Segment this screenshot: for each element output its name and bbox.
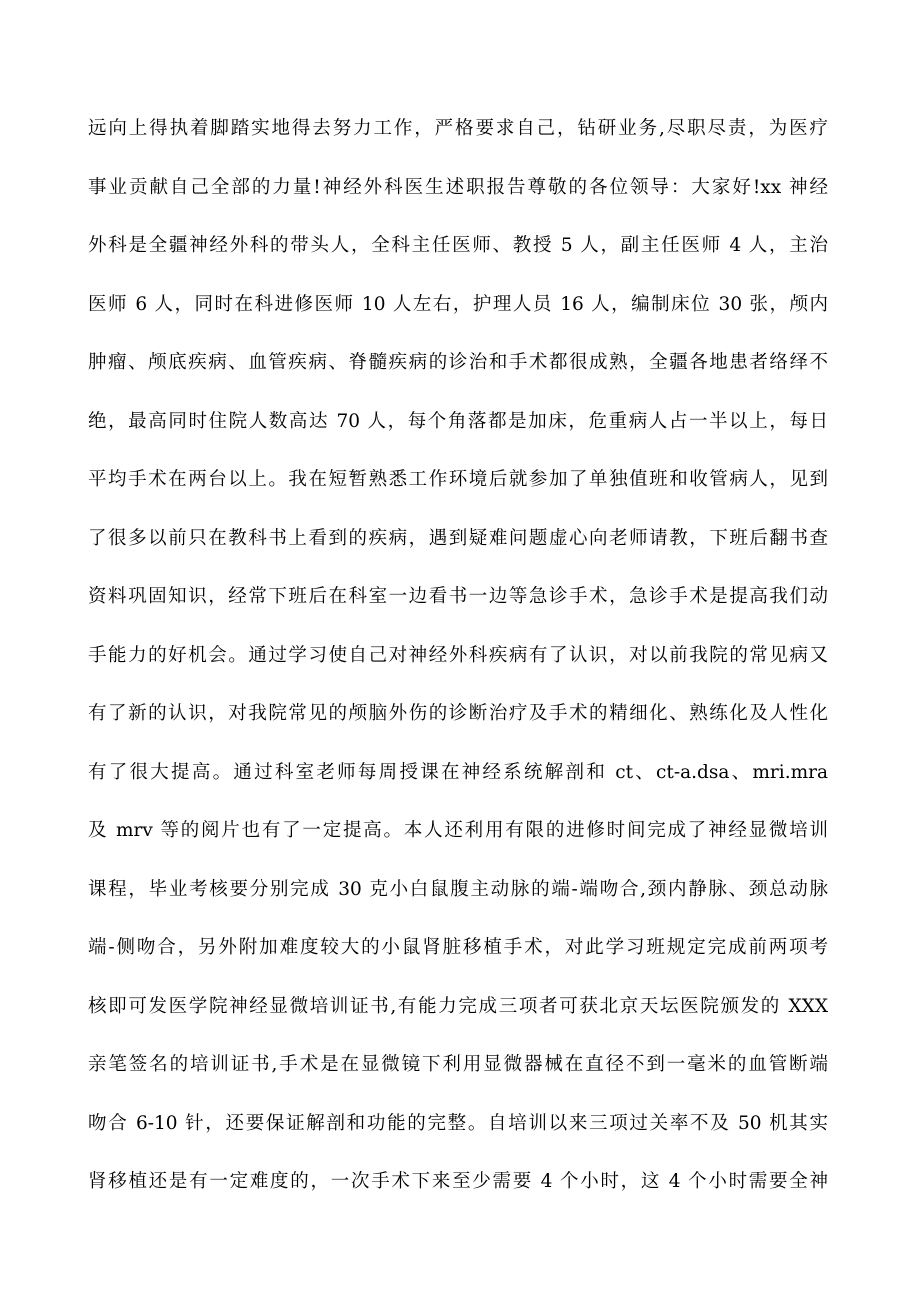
text-line: 亲笔签名的培训证书,手术是在显微镜下利用显微器械在直径不到一毫米的血管断端 bbox=[88, 1054, 828, 1075]
text-line: 肿瘤、颅底疾病、血管疾病、脊髓疾病的诊治和手术都很成熟，全疆各地患者络绎不 bbox=[88, 352, 828, 373]
text-line: 手能力的好机会。通过学习使自己对神经外科疾病有了认识，对以前我院的常见病又 bbox=[88, 644, 828, 666]
text-line: 资料巩固知识，经常下班后在科室一边看书一边等急诊手术，急诊手术是提高我们动 bbox=[88, 586, 828, 607]
text-line: 有了很大提高。通过科室老师每周授课在神经系统解剖和 ct、ct-a.dsa、mri.mra bbox=[88, 761, 828, 783]
text-line: 课程，毕业考核要分别完成 30 克小白鼠腹主动脉的端-端吻合,颈内静脉、颈总动脉 bbox=[88, 878, 828, 900]
text-line: 吻合 6-10 针，还要保证解剖和功能的完整。自培训以来三项过关率不及 50 机其实 bbox=[88, 1112, 828, 1134]
text-line: 绝，最高同时住院人数高达 70 人，每个角落都是加床，危重病人占一半以上，每日 bbox=[88, 410, 828, 432]
text-line: 平均手术在两台以上。我在短暂熟悉工作环境后就参加了单独值班和收管病人，见到 bbox=[88, 469, 828, 490]
text-line: 远向上得执着脚踏实地得去努力工作，严格要求自己，钻研业务,尽职尽责，为医疗 bbox=[88, 118, 828, 139]
text-line: 及 mrv 等的阅片也有了一定提高。本人还利用有限的进修时间完成了神经显微培训 bbox=[88, 820, 828, 841]
text-line: 医师 6 人，同时在科进修医师 10 人左右，护理人员 16 人，编制床位 30 张，颅内 bbox=[88, 293, 828, 315]
text-line: 有了新的认识，对我院常见的颅脑外伤的诊断治疗及手术的精细化、熟练化及人性化 bbox=[88, 703, 828, 724]
text-line: 外科是全疆神经外科的带头人，全科主任医师、教授 5 人，副主任医师 4 人，主治 bbox=[88, 235, 828, 256]
text-line: 了很多以前只在教科书上看到的疾病，遇到疑难问题虚心向老师请教，下班后翻书查 bbox=[88, 527, 828, 549]
text-line: 事业贡献自己全部的力量!神经外科医生述职报告尊敬的各位领导：大家好!xx 神经 bbox=[88, 176, 828, 198]
text-line: 端-侧吻合，另外附加难度较大的小鼠肾脏移植手术，对此学习班规定完成前两项考 bbox=[88, 937, 828, 958]
text-line: 核即可发医学院神经显微培训证书,有能力完成三项者可获北京天坛医院颁发的 XXX bbox=[88, 995, 828, 1017]
document-text-body bbox=[88, 104, 828, 1216]
text-line: 肾移植还是有一定难度的，一次手术下来至少需要 4 个小时，这 4 个小时需要全神 bbox=[88, 1171, 828, 1192]
